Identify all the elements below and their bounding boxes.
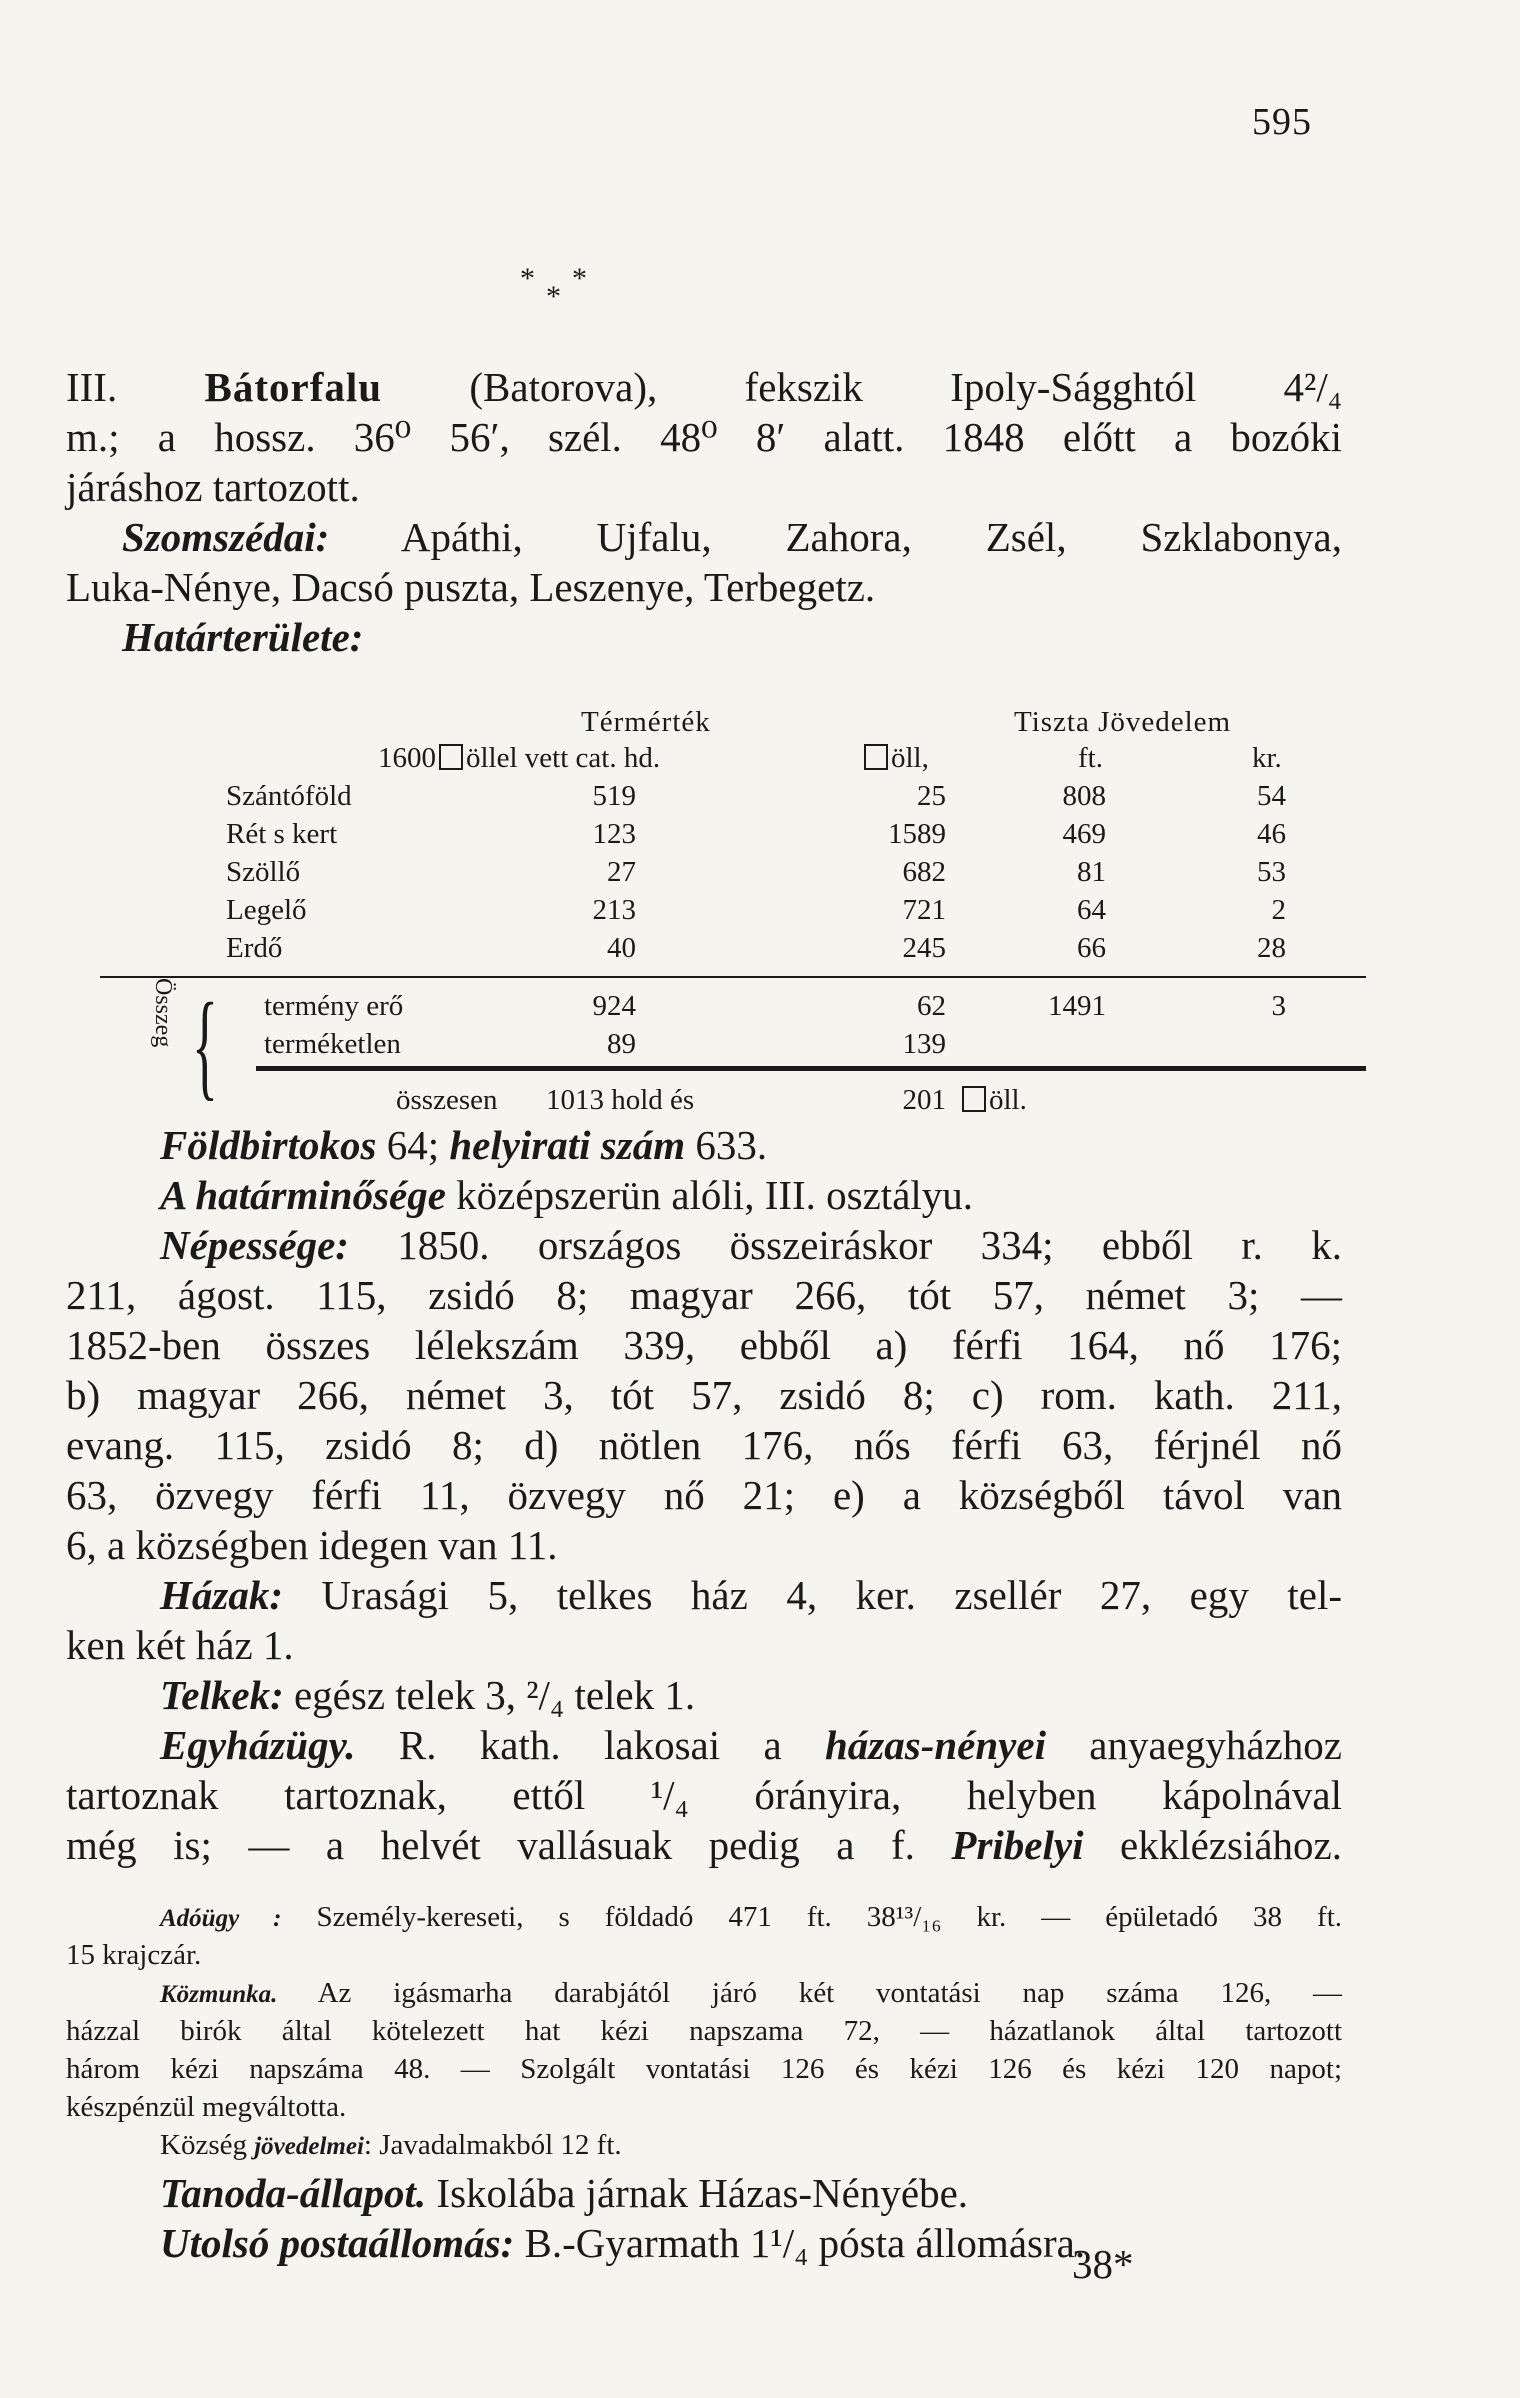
neighbors-line-1 <box>66 512 1342 562</box>
houses-line-2: ken két ház 1. <box>66 1622 294 1668</box>
table-row <box>66 932 1356 970</box>
row-ft: 1491 <box>1048 990 1106 1022</box>
row-oll: 62 <box>917 990 946 1022</box>
church-label: Egyházügy. <box>160 1722 356 1768</box>
population-line-6: 63, özvegy férfi 11, özvegy nő 21; e) a községből távol van <box>66 1472 1342 1518</box>
row-hold: 519 <box>592 780 636 812</box>
summary-brace: { <box>192 978 218 1111</box>
quality-line: A határminősége középszerün alóli, III. osztályu. <box>160 1172 974 1218</box>
church-parish-name-2: Pribelyi <box>951 1822 1084 1868</box>
intro-line-2: m.; a hossz. 36⁰ 56′, szél. 48⁰ 8′ alatt. 1848 előtt a bozóki <box>66 414 1342 460</box>
tax-line-2: 15 krajczár. <box>66 1939 202 1971</box>
row-oll: 139 <box>902 1028 946 1060</box>
row-oll: 1589 <box>888 818 946 850</box>
row-kr: 28 <box>1257 932 1286 964</box>
population-line-2: 211, ágost. 115, zsidó 8; magyar 266, tót 57, német 3; — <box>66 1272 1342 1318</box>
income-label-a: Község <box>160 2129 255 2161</box>
work-line-3: három kézi napszáma 48. — Szolgált vontatási 126 és kézi 126 és kézi 120 napot; <box>66 2053 1342 2085</box>
quality-label: A határminősége <box>160 1172 446 1218</box>
row-oll: 682 <box>902 856 946 888</box>
population-line-3: 1852-ben összes lélekszám 339, ebből a) férfi 164, nő 176; <box>66 1322 1342 1368</box>
row-ft: 81 <box>1077 856 1106 888</box>
table-header-1 <box>66 706 1356 744</box>
population-line-4: b) magyar 266, német 3, tót 57, zsidó 8; c) rom. kath. 211, <box>66 1372 1342 1418</box>
header-kr: kr. <box>1252 742 1282 774</box>
population-line-1: Népessége: 1850. országos összeiráskor 334; ebből r. k. <box>160 1222 1342 1268</box>
row-kr: 2 <box>1271 894 1286 926</box>
row-oll: 721 <box>902 894 946 926</box>
neighbors-text-1: Apáthi, Ujfalu, Zahora, Zsél, Szklabonya, <box>329 514 1342 560</box>
row-name: termény erő <box>264 990 404 1022</box>
roman-numeral: III. <box>66 364 118 410</box>
closing-block <box>66 2168 1342 2268</box>
manuscript-label: helyirati szám <box>449 1122 686 1168</box>
row-name: Legelő <box>226 894 307 926</box>
square-fathom-icon <box>864 744 888 770</box>
header-ollel: öllel vett cat. hd. <box>466 742 661 774</box>
row-kr: 53 <box>1257 856 1286 888</box>
row-name: Rét s kert <box>226 818 338 850</box>
total-rule <box>256 1066 1366 1071</box>
church-line-2: tartoznak tartoznak, ettől ¹/₄ órányira, helyben kápolnával <box>66 1772 1342 1818</box>
table-header-2 <box>66 742 1356 780</box>
intro-line-1 <box>66 362 1342 412</box>
row-hold: 40 <box>607 932 636 964</box>
land-area-label: Határterülete: <box>122 614 364 660</box>
school-line: Tanoda-állapot. Iskolába járnak Házas-Nényébe. <box>160 2170 969 2216</box>
total-oll: 201 <box>902 1084 946 1116</box>
separator-stars <box>520 262 620 322</box>
work-line-1: Közmunka. Az igásmarha darabjától járó két vontatási nap száma 126, — <box>160 1977 1342 2009</box>
church-line-3: még is; — a helvét vallásuak pedig a f. Pribelyi ekklézsiához. <box>66 1822 1342 1868</box>
page-number: 595 <box>1252 101 1312 143</box>
total-hold: 1013 hold és <box>546 1084 695 1116</box>
row-kr: 54 <box>1257 780 1286 812</box>
row-name: terméketlen <box>264 1028 401 1060</box>
plots-line: Telkek: egész telek 3, ²/₄ telek 1. <box>160 1672 696 1718</box>
post-line: Utolsó postaállomás: B.-Gyarmath 1¹/₄ pósta állomásra. <box>160 2220 1086 2266</box>
population-label: Népessége: <box>160 1222 349 1268</box>
income-label-b: jövedelmei <box>254 2133 364 2160</box>
neighbors-line-2: Luka-Nénye, Dacsó puszta, Leszenye, Terbegetz. <box>66 564 876 610</box>
row-kr: 46 <box>1257 818 1286 850</box>
work-line-2: házzal birók által kötelezett hat kézi napszama 72, — házatlanok által tartozott <box>66 2015 1342 2047</box>
owners-line: Földbirtokos 64; helyirati szám 633. <box>160 1122 768 1168</box>
land-owners-label: Földbirtokos <box>160 1122 377 1168</box>
row-hold: 89 <box>607 1028 636 1060</box>
row-hold: 213 <box>592 894 636 926</box>
post-label: Utolsó postaállomás: <box>160 2220 515 2266</box>
houses-label: Házak: <box>160 1572 283 1618</box>
total-row <box>66 1084 1356 1122</box>
row-ft: 808 <box>1062 780 1106 812</box>
summary-row <box>66 1028 1356 1066</box>
star-left: * <box>520 262 535 295</box>
total-hold-word: hold és <box>611 1084 695 1116</box>
work-line-4: készpénzül megváltotta. <box>66 2091 347 2123</box>
population-line-5: evang. 115, zsidó 8; d) nötlen 176, nős férfi 63, férjnél nő <box>66 1422 1342 1468</box>
summary-side-label: Összeg <box>150 978 176 1048</box>
row-kr: 3 <box>1271 990 1286 1022</box>
population-line-7: 6, a községben idegen van 11. <box>66 1522 558 1568</box>
square-fathom-icon <box>962 1086 986 1112</box>
summary-row <box>66 990 1356 1028</box>
table-row <box>66 894 1356 932</box>
table-row <box>66 856 1356 894</box>
header-1600 <box>378 742 660 775</box>
row-hold: 924 <box>592 990 636 1022</box>
table-row <box>66 818 1356 856</box>
star-center: * <box>546 280 561 313</box>
header-1600-value: 1600 <box>378 742 436 774</box>
header-oll: öll, <box>861 742 929 775</box>
table-rule <box>100 976 1366 978</box>
row-name: Szántóföld <box>226 780 352 812</box>
row-name: Erdő <box>226 932 283 964</box>
small-print <box>66 1898 1342 2164</box>
tax-label: Adóügy : <box>160 1905 282 1932</box>
header-income: Tiszta Jövedelem <box>1014 706 1232 738</box>
total-name: összesen <box>396 1084 498 1116</box>
row-ft: 66 <box>1077 932 1106 964</box>
church-parish-name: házas-nényei <box>825 1722 1046 1768</box>
header-yield: Térmérték <box>581 706 711 738</box>
neighbors-label: Szomszédai: <box>122 514 330 560</box>
row-hold: 123 <box>592 818 636 850</box>
row-ft: 469 <box>1062 818 1106 850</box>
church-line-1: Egyházügy. R. kath. lakosai a házas-nényei anyaegyházhoz <box>160 1722 1342 1768</box>
intro-rest: (Batorova), fekszik Ipoly-Ságghtól 4²/₄ <box>469 364 1343 410</box>
table-row <box>66 780 1356 818</box>
main-paragraphs <box>66 1120 1342 1870</box>
total-unit: öll. <box>959 1084 1027 1117</box>
row-ft: 64 <box>1077 894 1106 926</box>
star-right: * <box>572 262 587 295</box>
row-oll: 25 <box>917 780 946 812</box>
signature-mark: 38* <box>1072 2241 1134 2287</box>
school-label: Tanoda-állapot. <box>160 2170 427 2216</box>
row-hold: 27 <box>607 856 636 888</box>
work-label: Közmunka. <box>160 1981 278 2008</box>
row-oll: 245 <box>902 932 946 964</box>
intro-block <box>66 362 1342 662</box>
square-fathom-icon <box>439 744 463 770</box>
intro-line-3: járáshoz tartozott. <box>66 464 360 510</box>
land-area-line <box>66 612 1342 662</box>
houses-line-1: Házak: Urasági 5, telkes ház 4, ker. zsellér 27, egy tel- <box>160 1572 1342 1618</box>
tax-line-1: Adóügy : Személy-kereseti, s földadó 471 ft. 38¹³/₁₆ kr. — épületadó 38 ft. <box>160 1901 1342 1933</box>
row-name: Szöllő <box>226 856 301 888</box>
plots-label: Telkek: <box>160 1672 284 1718</box>
village-name: Bátorfalu <box>204 364 383 410</box>
header-ft: ft. <box>1078 742 1103 774</box>
income-line: Község jövedelmei: Javadalmakból 12 ft. <box>160 2129 622 2161</box>
